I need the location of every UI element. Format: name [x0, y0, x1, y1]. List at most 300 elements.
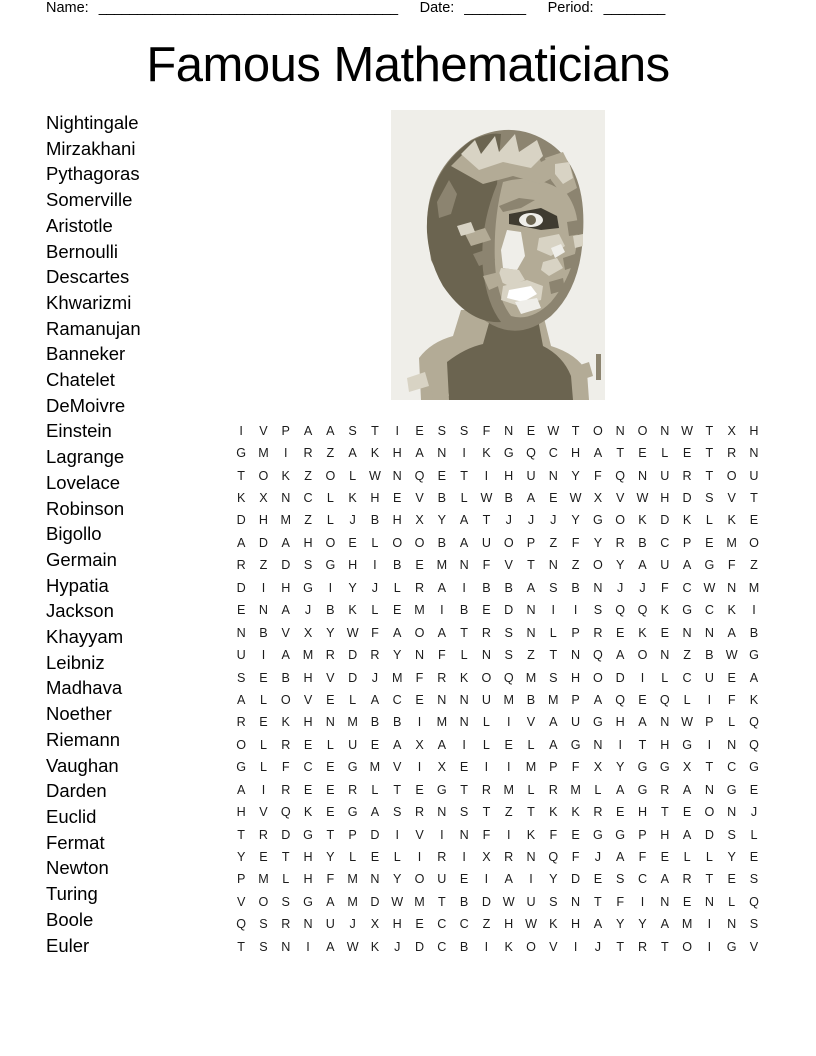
grid-cell[interactable]: Z: [482, 917, 491, 932]
grid-cell[interactable]: M: [414, 894, 425, 909]
grid-cell[interactable]: I: [618, 737, 622, 752]
grid-cell[interactable]: Y: [326, 850, 335, 865]
grid-cell[interactable]: L: [460, 648, 468, 663]
grid-cell[interactable]: K: [459, 670, 469, 685]
word-list-item[interactable]: Euler: [46, 934, 90, 956]
grid-cell[interactable]: N: [704, 894, 714, 909]
word-list-item[interactable]: Vaughan: [46, 754, 119, 776]
grid-cell[interactable]: C: [392, 692, 402, 707]
word-list-item[interactable]: Aristotle: [46, 214, 113, 236]
grid-cell[interactable]: M: [726, 535, 737, 550]
grid-cell[interactable]: N: [637, 468, 648, 483]
grid-cell[interactable]: B: [393, 558, 402, 573]
grid-cell[interactable]: K: [504, 939, 513, 954]
grid-cell[interactable]: S: [593, 603, 603, 618]
grid-cell[interactable]: Y: [326, 625, 335, 640]
grid-cell[interactable]: J: [594, 850, 602, 865]
word-list-item[interactable]: Newton: [46, 857, 109, 879]
grid-cell[interactable]: Q: [236, 917, 247, 932]
grid-cell[interactable]: R: [414, 580, 425, 595]
grid-cell[interactable]: B: [437, 535, 447, 550]
grid-cell[interactable]: L: [349, 692, 357, 707]
grid-cell[interactable]: Q: [659, 692, 670, 707]
grid-cell[interactable]: E: [705, 535, 714, 550]
grid-cell[interactable]: V: [749, 939, 759, 954]
grid-cell[interactable]: K: [526, 827, 536, 842]
grid-cell[interactable]: L: [371, 535, 379, 550]
grid-cell[interactable]: O: [503, 535, 514, 550]
grid-cell[interactable]: Q: [749, 715, 759, 730]
grid-cell[interactable]: J: [371, 580, 379, 595]
grid-cell[interactable]: E: [682, 894, 692, 909]
grid-cell[interactable]: J: [527, 513, 535, 528]
grid-cell[interactable]: N: [727, 580, 737, 595]
grid-cell[interactable]: B: [526, 692, 536, 707]
grid-cell[interactable]: E: [415, 782, 424, 797]
grid-cell[interactable]: E: [571, 827, 580, 842]
grid-cell[interactable]: I: [462, 850, 466, 865]
grid-cell[interactable]: H: [392, 917, 402, 932]
grid-cell[interactable]: N: [660, 423, 670, 438]
grid-cell[interactable]: E: [259, 715, 268, 730]
grid-cell[interactable]: G: [682, 603, 692, 618]
grid-cell[interactable]: K: [281, 468, 290, 483]
grid-cell[interactable]: S: [727, 827, 736, 842]
grid-cell[interactable]: E: [303, 782, 313, 797]
word-list-item[interactable]: Khwarizmi: [46, 291, 132, 313]
word-list-item[interactable]: Noether: [46, 703, 112, 725]
grid-cell[interactable]: L: [527, 737, 535, 752]
grid-cell[interactable]: T: [705, 423, 714, 438]
grid-cell[interactable]: K: [638, 513, 647, 528]
grid-cell[interactable]: Y: [615, 558, 625, 573]
word-list-item[interactable]: Bigollo: [46, 523, 102, 545]
grid-cell[interactable]: A: [393, 625, 402, 640]
grid-cell[interactable]: G: [436, 782, 447, 797]
grid-cell[interactable]: L: [259, 692, 267, 707]
grid-cell[interactable]: D: [481, 894, 491, 909]
grid-cell[interactable]: A: [749, 670, 759, 685]
grid-cell[interactable]: N: [526, 603, 536, 618]
grid-cell[interactable]: D: [348, 648, 358, 663]
grid-cell[interactable]: N: [303, 917, 313, 932]
grid-cell[interactable]: B: [259, 625, 268, 640]
grid-cell[interactable]: E: [326, 782, 335, 797]
grid-cell[interactable]: R: [504, 850, 514, 865]
word-list-item[interactable]: Riemann: [46, 728, 121, 750]
grid-cell[interactable]: K: [638, 625, 647, 640]
grid-cell[interactable]: W: [547, 423, 560, 438]
grid-cell[interactable]: T: [237, 827, 245, 842]
grid-cell[interactable]: Q: [503, 670, 514, 685]
grid-cell[interactable]: O: [280, 692, 291, 707]
grid-cell[interactable]: N: [459, 715, 469, 730]
grid-cell[interactable]: R: [548, 782, 558, 797]
grid-cell[interactable]: K: [281, 715, 290, 730]
grid-cell[interactable]: E: [749, 850, 759, 865]
grid-cell[interactable]: J: [349, 513, 356, 528]
grid-cell[interactable]: U: [526, 894, 536, 909]
grid-cell[interactable]: A: [415, 446, 424, 461]
word-list-item[interactable]: Pythagoras: [46, 163, 140, 185]
grid-cell[interactable]: K: [370, 939, 380, 954]
grid-cell[interactable]: Z: [571, 558, 580, 573]
grid-cell[interactable]: L: [705, 513, 713, 528]
grid-cell[interactable]: L: [661, 446, 669, 461]
grid-cell[interactable]: V: [236, 894, 246, 909]
grid-cell[interactable]: T: [460, 782, 468, 797]
grid-cell[interactable]: L: [326, 513, 334, 528]
grid-cell[interactable]: A: [615, 782, 625, 797]
grid-cell[interactable]: M: [503, 692, 514, 707]
grid-cell[interactable]: G: [303, 827, 313, 842]
grid-cell[interactable]: H: [281, 580, 291, 595]
grid-cell[interactable]: R: [325, 648, 335, 663]
grid-cell[interactable]: D: [370, 827, 380, 842]
grid-cell[interactable]: P: [705, 715, 714, 730]
grid-cell[interactable]: H: [303, 715, 313, 730]
grid-cell[interactable]: E: [593, 872, 603, 887]
grid-cell[interactable]: C: [303, 760, 313, 775]
grid-cell[interactable]: C: [437, 917, 447, 932]
grid-cell[interactable]: I: [417, 850, 422, 865]
grid-cell[interactable]: N: [437, 446, 447, 461]
grid-cell[interactable]: L: [750, 827, 758, 842]
grid-cell[interactable]: I: [239, 423, 243, 438]
grid-cell[interactable]: H: [660, 827, 670, 842]
grid-cell[interactable]: N: [704, 782, 714, 797]
grid-cell[interactable]: I: [440, 603, 444, 618]
grid-cell[interactable]: S: [437, 423, 447, 438]
grid-cell[interactable]: A: [348, 446, 357, 461]
grid-cell[interactable]: L: [326, 737, 334, 752]
grid-cell[interactable]: Y: [236, 850, 246, 865]
grid-cell[interactable]: E: [259, 670, 268, 685]
grid-cell[interactable]: A: [682, 558, 692, 573]
grid-cell[interactable]: Z: [304, 513, 312, 528]
grid-cell[interactable]: K: [348, 603, 357, 618]
grid-cell[interactable]: N: [548, 468, 558, 483]
grid-cell[interactable]: I: [462, 737, 466, 752]
grid-cell[interactable]: A: [326, 423, 335, 438]
grid-cell[interactable]: N: [281, 939, 291, 954]
grid-cell[interactable]: B: [705, 648, 714, 663]
grid-cell[interactable]: C: [459, 917, 469, 932]
grid-cell[interactable]: R: [660, 782, 670, 797]
grid-cell[interactable]: I: [261, 648, 266, 663]
grid-cell[interactable]: F: [660, 580, 669, 595]
grid-cell[interactable]: N: [571, 648, 581, 663]
grid-cell[interactable]: B: [571, 580, 580, 595]
grid-cell[interactable]: B: [281, 670, 290, 685]
grid-cell[interactable]: L: [393, 850, 401, 865]
grid-cell[interactable]: K: [749, 692, 759, 707]
grid-cell[interactable]: T: [616, 446, 625, 461]
grid-cell[interactable]: C: [303, 491, 313, 506]
grid-cell[interactable]: G: [704, 558, 715, 573]
grid-cell[interactable]: R: [637, 939, 648, 954]
grid-cell[interactable]: S: [259, 917, 268, 932]
grid-cell[interactable]: W: [368, 468, 381, 483]
grid-cell[interactable]: R: [370, 648, 380, 663]
grid-cell[interactable]: H: [504, 468, 514, 483]
grid-cell[interactable]: R: [281, 917, 291, 932]
grid-cell[interactable]: N: [704, 625, 714, 640]
grid-cell[interactable]: V: [259, 423, 268, 438]
grid-cell[interactable]: C: [637, 872, 648, 887]
grid-cell[interactable]: X: [415, 737, 424, 752]
grid-cell[interactable]: N: [258, 603, 268, 618]
grid-cell[interactable]: W: [502, 894, 515, 909]
grid-cell[interactable]: S: [303, 558, 313, 573]
grid-cell[interactable]: R: [281, 737, 291, 752]
word-list-item[interactable]: Hypatia: [46, 574, 109, 596]
grid-cell[interactable]: D: [348, 670, 358, 685]
grid-cell[interactable]: A: [638, 558, 647, 573]
grid-cell[interactable]: R: [437, 670, 447, 685]
grid-cell[interactable]: T: [660, 939, 669, 954]
grid-cell[interactable]: A: [437, 580, 447, 595]
grid-cell[interactable]: L: [371, 603, 379, 618]
grid-cell[interactable]: B: [504, 580, 513, 595]
grid-cell[interactable]: M: [681, 917, 693, 932]
grid-cell[interactable]: H: [348, 558, 358, 573]
grid-cell[interactable]: Y: [615, 917, 625, 932]
grid-cell[interactable]: M: [436, 558, 448, 573]
grid-cell[interactable]: G: [570, 737, 581, 752]
grid-cell[interactable]: O: [414, 872, 425, 887]
grid-cell[interactable]: O: [414, 535, 425, 550]
grid-cell[interactable]: N: [392, 468, 402, 483]
word-list-item[interactable]: Darden: [46, 780, 107, 802]
grid-cell[interactable]: I: [484, 468, 489, 483]
grid-cell[interactable]: B: [504, 491, 513, 506]
grid-cell[interactable]: S: [615, 872, 625, 887]
grid-cell[interactable]: J: [594, 939, 602, 954]
grid-cell[interactable]: T: [371, 423, 379, 438]
grid-cell[interactable]: R: [593, 805, 603, 820]
grid-cell[interactable]: R: [481, 625, 491, 640]
grid-cell[interactable]: W: [346, 939, 359, 954]
grid-cell[interactable]: H: [370, 491, 380, 506]
grid-cell[interactable]: G: [726, 939, 737, 954]
grid-cell[interactable]: T: [527, 558, 535, 573]
grid-cell[interactable]: N: [236, 625, 246, 640]
grid-cell[interactable]: S: [459, 423, 469, 438]
grid-cell[interactable]: N: [459, 558, 469, 573]
grid-cell[interactable]: V: [326, 670, 335, 685]
grid-cell[interactable]: E: [638, 446, 647, 461]
grid-cell[interactable]: A: [236, 782, 246, 797]
grid-cell[interactable]: D: [370, 894, 380, 909]
grid-cell[interactable]: C: [682, 580, 692, 595]
grid-cell[interactable]: B: [437, 491, 447, 506]
grid-cell[interactable]: N: [459, 827, 469, 842]
grid-cell[interactable]: V: [281, 625, 290, 640]
grid-cell[interactable]: I: [573, 939, 578, 954]
grid-cell[interactable]: H: [571, 917, 581, 932]
grid-cell[interactable]: E: [682, 805, 692, 820]
grid-cell[interactable]: N: [682, 625, 692, 640]
grid-cell[interactable]: I: [707, 939, 712, 954]
grid-cell[interactable]: V: [303, 692, 313, 707]
grid-cell[interactable]: P: [281, 423, 290, 438]
grid-cell[interactable]: G: [303, 894, 313, 909]
grid-cell[interactable]: P: [638, 827, 647, 842]
grid-cell[interactable]: U: [348, 737, 358, 752]
grid-cell[interactable]: V: [727, 491, 736, 506]
grid-cell[interactable]: D: [571, 872, 581, 887]
grid-cell[interactable]: D: [682, 491, 692, 506]
grid-cell[interactable]: R: [481, 782, 491, 797]
word-list-item[interactable]: Einstein: [46, 420, 112, 442]
grid-cell[interactable]: L: [549, 625, 557, 640]
grid-cell[interactable]: F: [281, 760, 290, 775]
grid-cell[interactable]: N: [437, 805, 447, 820]
grid-cell[interactable]: S: [549, 670, 558, 685]
grid-cell[interactable]: I: [707, 737, 712, 752]
grid-cell[interactable]: A: [549, 737, 558, 752]
grid-cell[interactable]: G: [236, 760, 247, 775]
grid-cell[interactable]: K: [303, 805, 313, 820]
grid-cell[interactable]: N: [727, 917, 737, 932]
grid-cell[interactable]: K: [727, 603, 736, 618]
grid-cell[interactable]: A: [549, 715, 558, 730]
grid-cell[interactable]: Z: [527, 648, 535, 663]
grid-cell[interactable]: A: [593, 692, 603, 707]
grid-cell[interactable]: E: [727, 670, 736, 685]
grid-cell[interactable]: M: [347, 715, 358, 730]
grid-cell[interactable]: S: [348, 423, 357, 438]
grid-cell[interactable]: B: [393, 715, 402, 730]
grid-cell[interactable]: W: [525, 917, 537, 932]
grid-cell[interactable]: G: [347, 805, 358, 820]
grid-cell[interactable]: M: [302, 648, 314, 663]
grid-cell[interactable]: K: [682, 513, 692, 528]
grid-cell[interactable]: A: [437, 737, 447, 752]
grid-cell[interactable]: V: [259, 805, 268, 820]
grid-cell[interactable]: A: [593, 446, 603, 461]
grid-cell[interactable]: P: [571, 692, 580, 707]
grid-cell[interactable]: A: [370, 692, 380, 707]
grid-cell[interactable]: N: [325, 715, 335, 730]
grid-cell[interactable]: S: [749, 872, 759, 887]
grid-cell[interactable]: H: [660, 491, 670, 506]
grid-cell[interactable]: T: [705, 872, 714, 887]
grid-cell[interactable]: A: [526, 491, 536, 506]
grid-cell[interactable]: N: [548, 558, 558, 573]
grid-cell[interactable]: M: [548, 692, 559, 707]
grid-cell[interactable]: Y: [571, 468, 580, 483]
grid-cell[interactable]: E: [437, 468, 447, 483]
period-blank-line[interactable]: ________: [603, 0, 665, 16]
grid-cell[interactable]: G: [726, 782, 737, 797]
grid-cell[interactable]: E: [459, 872, 469, 887]
grid-cell[interactable]: J: [750, 805, 758, 820]
grid-cell[interactable]: I: [417, 760, 422, 775]
grid-cell[interactable]: Q: [526, 446, 536, 461]
grid-cell[interactable]: I: [462, 446, 466, 461]
grid-cell[interactable]: I: [261, 580, 266, 595]
grid-cell[interactable]: D: [281, 558, 291, 573]
grid-cell[interactable]: S: [393, 805, 402, 820]
grid-cell[interactable]: C: [660, 535, 670, 550]
grid-cell[interactable]: N: [593, 580, 603, 595]
word-list-item[interactable]: Lagrange: [46, 446, 125, 468]
word-list-item[interactable]: Bernoulli: [46, 240, 118, 262]
grid-cell[interactable]: M: [570, 782, 581, 797]
grid-cell[interactable]: O: [526, 939, 536, 954]
grid-cell[interactable]: B: [459, 603, 469, 618]
grid-cell[interactable]: M: [414, 603, 425, 618]
grid-cell[interactable]: M: [258, 872, 269, 887]
grid-cell[interactable]: G: [682, 737, 692, 752]
word-list-item[interactable]: Madhava: [46, 677, 123, 699]
grid-cell[interactable]: M: [525, 670, 537, 685]
grid-cell[interactable]: H: [303, 535, 313, 550]
word-list-item[interactable]: Germain: [46, 548, 117, 570]
grid-cell[interactable]: E: [615, 805, 625, 820]
grid-cell[interactable]: T: [482, 805, 491, 820]
grid-cell[interactable]: G: [593, 715, 603, 730]
grid-cell[interactable]: U: [526, 468, 536, 483]
grid-cell[interactable]: E: [504, 737, 513, 752]
grid-cell[interactable]: I: [640, 894, 645, 909]
grid-cell[interactable]: J: [304, 603, 312, 618]
grid-cell[interactable]: U: [571, 715, 581, 730]
grid-cell[interactable]: Q: [749, 737, 759, 752]
grid-cell[interactable]: R: [615, 535, 625, 550]
grid-cell[interactable]: L: [482, 715, 490, 730]
grid-cell[interactable]: A: [504, 872, 513, 887]
grid-cell[interactable]: Y: [571, 513, 580, 528]
grid-cell[interactable]: T: [705, 760, 714, 775]
grid-cell[interactable]: E: [393, 491, 402, 506]
grid-cell[interactable]: M: [347, 894, 358, 909]
grid-cell[interactable]: N: [727, 737, 737, 752]
grid-cell[interactable]: V: [504, 558, 513, 573]
word-list-item[interactable]: Robinson: [46, 497, 125, 519]
grid-cell[interactable]: R: [437, 850, 447, 865]
grid-cell[interactable]: E: [326, 692, 335, 707]
grid-cell[interactable]: F: [616, 894, 625, 909]
name-blank-line[interactable]: _______________________________________: [98, 0, 398, 16]
grid-cell[interactable]: T: [460, 625, 468, 640]
grid-cell[interactable]: Y: [638, 917, 647, 932]
grid-cell[interactable]: G: [325, 558, 336, 573]
grid-cell[interactable]: T: [660, 805, 669, 820]
grid-cell[interactable]: O: [258, 894, 269, 909]
grid-cell[interactable]: M: [391, 670, 403, 685]
grid-cell[interactable]: F: [437, 648, 446, 663]
grid-cell[interactable]: K: [549, 917, 558, 932]
grid-cell[interactable]: C: [727, 760, 737, 775]
grid-cell[interactable]: S: [549, 580, 558, 595]
grid-cell[interactable]: Y: [727, 850, 736, 865]
grid-cell[interactable]: F: [371, 625, 379, 640]
grid-cell[interactable]: U: [236, 648, 246, 663]
grid-cell[interactable]: I: [395, 827, 399, 842]
grid-cell[interactable]: S: [504, 648, 513, 663]
grid-cell[interactable]: D: [236, 580, 246, 595]
grid-cell[interactable]: I: [573, 603, 578, 618]
grid-cell[interactable]: H: [303, 670, 313, 685]
grid-cell[interactable]: U: [660, 558, 670, 573]
grid-cell[interactable]: H: [303, 850, 313, 865]
grid-cell[interactable]: G: [749, 648, 759, 663]
grid-cell[interactable]: P: [571, 625, 580, 640]
grid-cell[interactable]: F: [415, 670, 424, 685]
